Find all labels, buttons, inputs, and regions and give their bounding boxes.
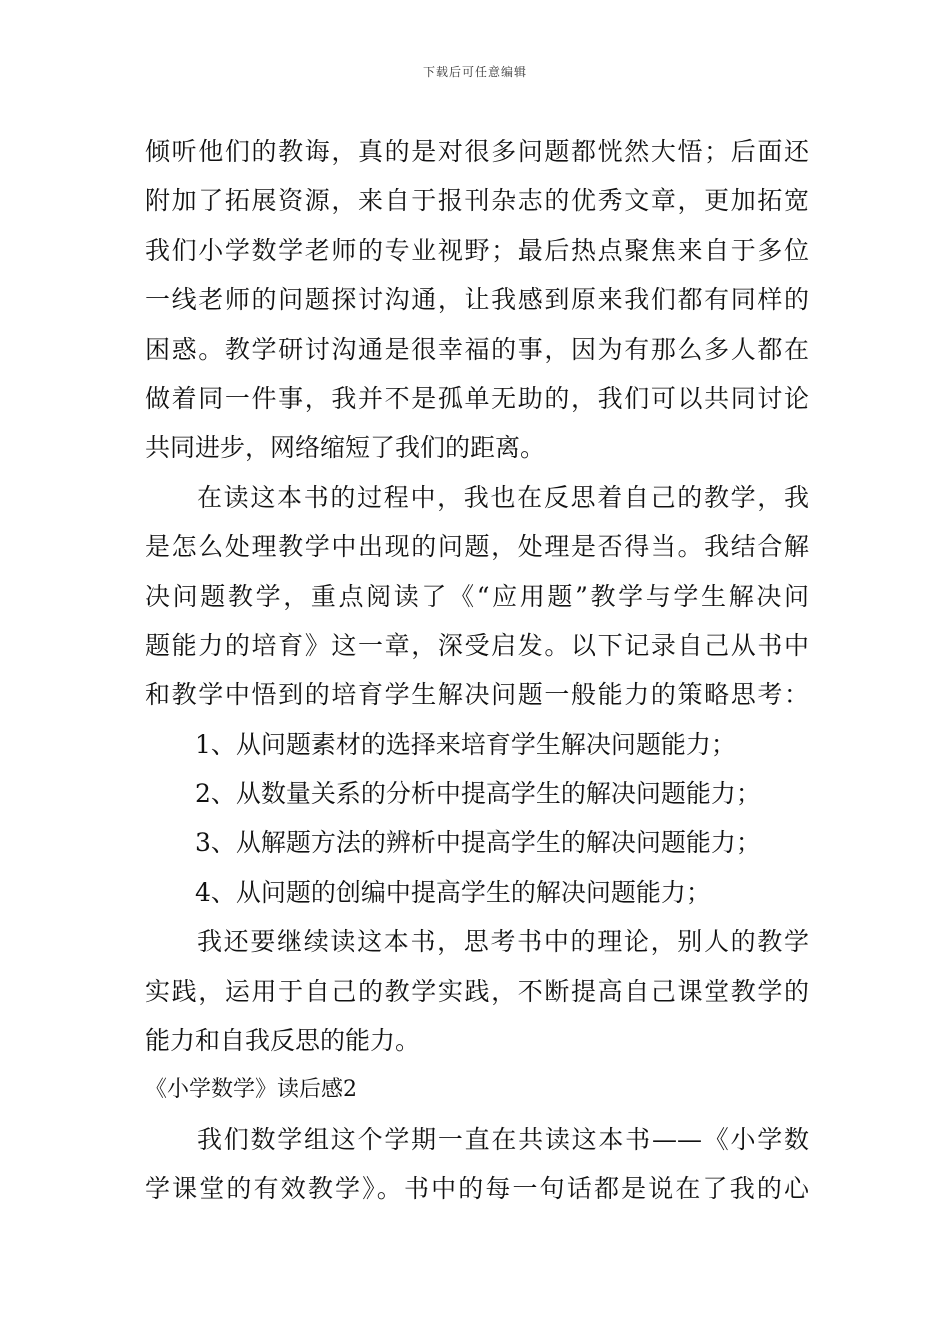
- text-line: 做着同一件事，我并不是孤单无助的，我们可以共同讨论: [145, 383, 809, 413]
- text-line: 一线老师的问题探讨沟通，让我感到原来我们都有同样的: [145, 285, 809, 315]
- text-line: 共同进步，网络缩短了我们的距离。: [145, 433, 546, 463]
- text-line: 能力和自我反思的能力。: [145, 1026, 421, 1056]
- text-line: 我们数学组这个学期一直在共读这本书——《小学数: [197, 1124, 809, 1154]
- strategy-list: [145, 720, 809, 918]
- list-item: 4、从问题的创编中提高学生的解决问题能力；: [195, 877, 711, 907]
- text-line: 实践，运用于自己的教学实践，不断提高自己课堂教学的: [145, 976, 809, 1006]
- paragraph-2: [145, 473, 809, 720]
- document-body: [145, 127, 809, 1214]
- text-line: 我们小学数学老师的专业视野；最后热点聚焦来自于多位: [145, 235, 809, 265]
- list-item: 3、从解题方法的辨析中提高学生的解决问题能力；: [195, 828, 761, 858]
- list-item: 2、从数量关系的分析中提高学生的解决问题能力；: [195, 779, 761, 809]
- text-line: 在读这本书的过程中，我也在反思着自己的教学，我: [197, 482, 809, 512]
- text-line: 是怎么处理教学中出现的问题，处理是否得当。我结合解: [145, 532, 809, 562]
- text-line: 题能力的培育》这一章，深受启发。以下记录自己从书中: [145, 630, 809, 660]
- list-item: 1、从问题素材的选择来培育学生解决问题能力；: [195, 729, 736, 759]
- text-line: 决问题教学，重点阅读了《“应用题”教学与学生解决问: [145, 581, 809, 611]
- text-line: 和教学中悟到的培育学生解决问题一般能力的策略思考：: [145, 680, 809, 710]
- paragraph-4: [145, 1115, 809, 1214]
- section-heading: 《小学数学》读后感2: [145, 1077, 357, 1103]
- paragraph-1: [145, 127, 809, 473]
- text-line: 我还要继续读这本书，思考书中的理论，别人的教学: [197, 927, 809, 957]
- text-line: 附加了拓展资源，来自于报刊杂志的优秀文章，更加拓宽: [145, 186, 809, 216]
- text-line: 困惑。教学研讨沟通是很幸福的事，因为有那么多人都在: [145, 334, 809, 364]
- text-line: 学课堂的有效教学》。书中的每一句话都是说在了我的心: [145, 1174, 809, 1204]
- text-line: 倾听他们的教诲，真的是对很多问题都恍然大悟；后面还: [145, 137, 809, 166]
- paragraph-3: [145, 917, 809, 1065]
- page-header-note: 下载后可任意编辑: [422, 65, 527, 79]
